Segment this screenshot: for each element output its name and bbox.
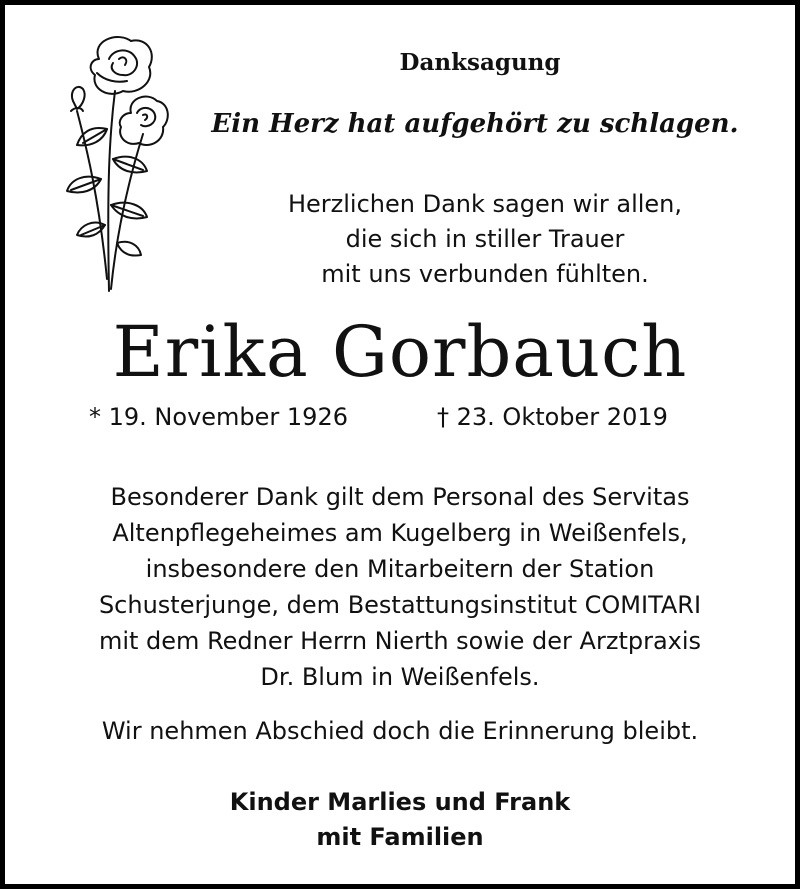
- birth-date: * 19. November 1926: [89, 403, 348, 431]
- signature-line: Kinder Marlies und Frank: [229, 788, 571, 816]
- special-thanks-paragraph: [25, 479, 775, 695]
- rose-illustration-icon: [47, 29, 172, 299]
- signature: [5, 785, 795, 855]
- notice-heading: Danksagung: [399, 49, 561, 76]
- thanks-paragraph: [225, 187, 745, 292]
- deceased-name: Erika Gorbauch: [112, 311, 688, 393]
- death-date: † 23. Oktober 2019: [437, 403, 668, 431]
- thanks-line: mit uns verbunden fühlten.: [321, 260, 649, 288]
- special-thanks-line: Besonderer Dank gilt dem Personal des Servitas: [110, 483, 690, 511]
- special-thanks-line: Schusterjunge, dem Bestattungsinstitut COMITARI: [98, 591, 702, 619]
- special-thanks-line: insbesondere den Mitarbeitern der Station: [145, 555, 655, 583]
- thanks-line: Herzlichen Dank sagen wir allen,: [287, 190, 683, 218]
- special-thanks-line: Altenpflegeheimes am Kugelberg in Weißenfels,: [112, 519, 688, 547]
- thanks-line: die sich in stiller Trauer: [345, 225, 625, 253]
- special-thanks-line: Dr. Blum in Weißenfels.: [260, 663, 540, 691]
- notice-motto: Ein Herz hat aufgehört zu schlagen.: [211, 109, 739, 139]
- special-thanks-line: mit dem Redner Herrn Nierth sowie der Arztpraxis: [98, 627, 702, 655]
- signature-line: mit Familien: [316, 823, 484, 851]
- farewell-line: Wir nehmen Abschied doch die Erinnerung bleibt.: [101, 717, 699, 745]
